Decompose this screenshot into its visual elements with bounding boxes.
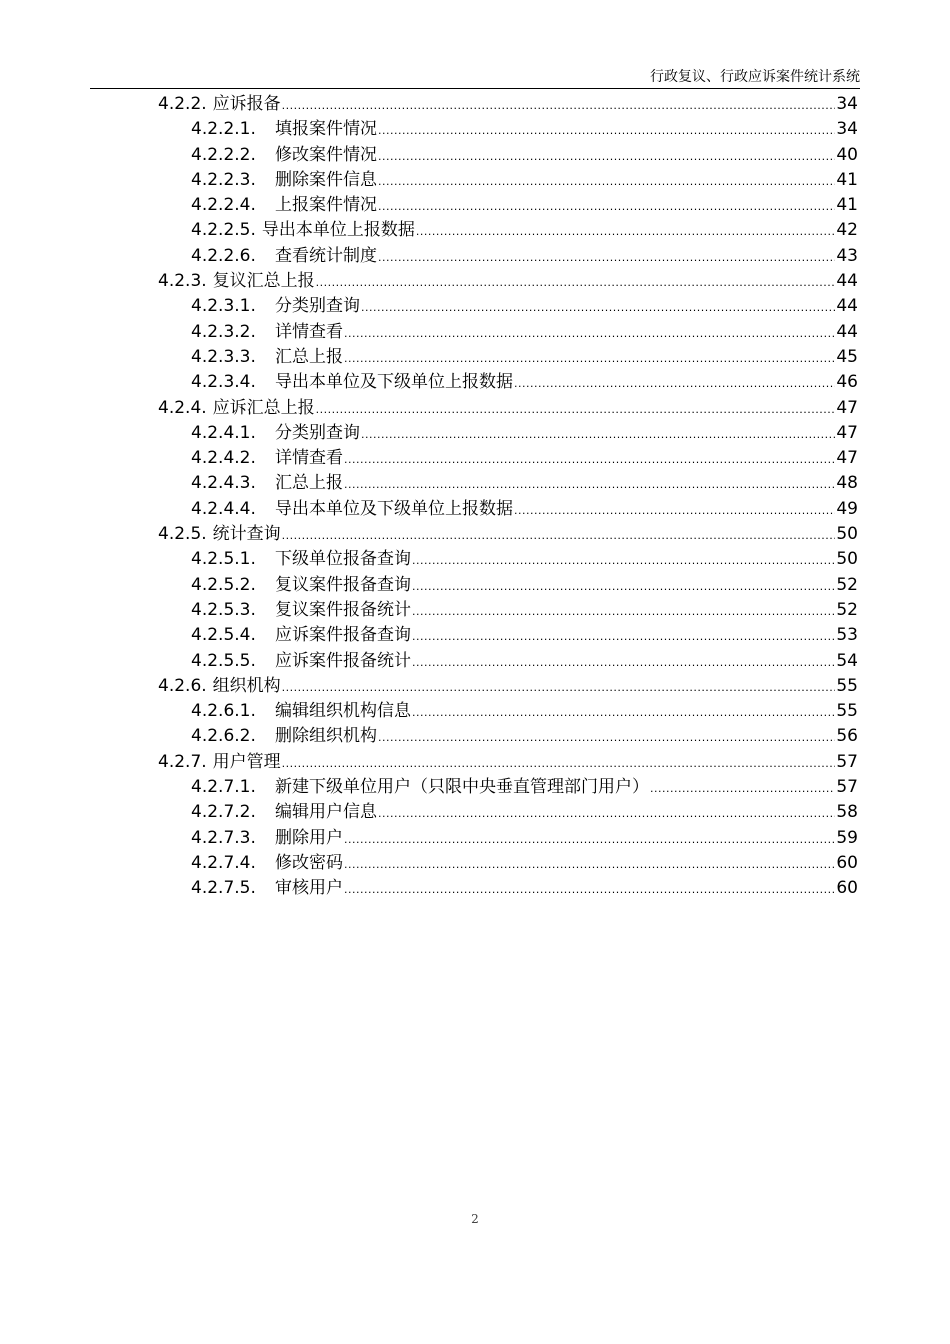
- toc-entry-title: 汇总上报: [275, 473, 343, 494]
- toc-entry[interactable]: [158, 320, 858, 345]
- toc-entry-title: 修改密码: [275, 852, 343, 873]
- toc-dot-leader: [378, 725, 835, 750]
- toc-entry-title: 编辑用户信息: [275, 802, 377, 823]
- toc-dot-leader: [378, 245, 835, 270]
- toc-entry-number: 4.2.6.: [158, 675, 207, 696]
- toc-entry-title: 应诉汇总上报: [212, 397, 315, 418]
- toc-entry-title: 应诉报备: [212, 94, 281, 114]
- toc-dot-leader: [514, 498, 835, 523]
- toc-entry-title: 审核用户: [275, 878, 343, 899]
- toc-entry[interactable]: [158, 370, 858, 395]
- toc-entry-page: 41: [836, 169, 858, 190]
- toc-entry-page: 47: [836, 397, 858, 418]
- toc-dot-leader: [361, 295, 835, 320]
- toc-entry[interactable]: [158, 345, 858, 370]
- toc-dot-leader: [412, 548, 835, 573]
- toc-dot-leader: [344, 827, 835, 852]
- toc-dot-leader: [282, 93, 836, 118]
- toc-dot-leader: [282, 751, 836, 776]
- toc-entry[interactable]: [158, 649, 858, 674]
- toc-entry-page: 54: [836, 650, 858, 671]
- toc-entry-page: 60: [836, 878, 858, 899]
- toc-entry-title: 复议案件报备查询: [275, 574, 411, 595]
- toc-dot-leader: [316, 270, 836, 295]
- toc-dot-leader: [378, 118, 835, 143]
- toc-entry-title: 下级单位报备查询: [275, 549, 411, 570]
- toc-entry-number: 4.2.5.1.: [191, 549, 256, 570]
- toc-entry-number: 4.2.7.3.: [191, 827, 256, 848]
- toc-entry[interactable]: [158, 851, 858, 876]
- toc-entry-page: 34: [836, 119, 858, 140]
- toc-dot-leader: [412, 700, 835, 725]
- toc-entry[interactable]: [158, 876, 858, 901]
- toc-entry-page: 47: [836, 448, 858, 469]
- toc-entry[interactable]: [158, 775, 858, 800]
- toc-entry-title: 分类别查询: [275, 296, 360, 317]
- toc-dot-leader: [344, 877, 835, 902]
- toc-entry-page: 44: [836, 271, 858, 292]
- toc-entry-title: 导出本单位及下级单位上报数据: [275, 498, 513, 519]
- toc-dot-leader: [282, 523, 836, 548]
- toc-entry-title: 导出本单位及下级单位上报数据: [275, 372, 513, 393]
- toc-entry-number: 4.2.3.3.: [191, 346, 256, 367]
- toc-entry[interactable]: [158, 522, 858, 547]
- toc-entry-number: 4.2.3.4.: [191, 372, 256, 393]
- toc-dot-leader: [361, 422, 835, 447]
- toc-dot-leader: [378, 194, 835, 219]
- toc-dot-leader: [412, 650, 835, 675]
- toc-entry-number: 4.2.7.: [158, 751, 207, 772]
- toc-entry-title: 复议案件报备统计: [275, 599, 411, 620]
- toc-entry-title: 删除组织机构: [275, 726, 377, 747]
- toc-entry-title: 删除案件信息: [275, 169, 377, 190]
- document-title: 行政复议、行政应诉案件统计系统: [650, 69, 860, 85]
- toc-entry[interactable]: [158, 699, 858, 724]
- toc-entry-number: 4.2.7.4.: [191, 852, 256, 873]
- toc-entry-title: 上报案件情况: [275, 195, 377, 216]
- toc-entry-title: 填报案件情况: [275, 119, 377, 140]
- toc-entry-title: 分类别查询: [275, 422, 360, 443]
- toc-entry-number: 4.2.6.2.: [191, 726, 256, 747]
- toc-entry-number: 4.2.3.: [158, 271, 207, 292]
- toc-dot-leader: [412, 574, 835, 599]
- toc-entry[interactable]: [158, 623, 858, 648]
- toc-entry-number: 4.2.7.1.: [191, 777, 256, 798]
- toc-entry-title: 详情查看: [275, 321, 343, 342]
- toc-entry-number: 4.2.5.2.: [191, 574, 256, 595]
- toc-entry[interactable]: [158, 547, 858, 572]
- toc-entry-number: 4.2.2.6.: [191, 245, 256, 266]
- toc-entry-page: 34: [836, 94, 858, 114]
- toc-entry-number: 4.2.3.2.: [191, 321, 256, 342]
- toc-dot-leader: [378, 801, 835, 826]
- toc-dot-leader: [344, 321, 835, 346]
- toc-entry-page: 41: [836, 195, 858, 216]
- toc-entry-number: 4.2.5.5.: [191, 650, 256, 671]
- toc-entry-title: 复议汇总上报: [212, 271, 315, 292]
- toc-entry-number: 4.2.4.3.: [191, 473, 256, 494]
- toc-entry-title: 汇总上报: [275, 346, 343, 367]
- toc-entry-number: 4.2.5.: [158, 524, 207, 545]
- toc-entry-number: 4.2.4.: [158, 397, 207, 418]
- toc-entry-page: 43: [836, 245, 858, 266]
- toc-entry-page: 44: [836, 321, 858, 342]
- toc-entry[interactable]: [158, 471, 858, 496]
- toc-entry-number: 4.2.4.1.: [191, 422, 256, 443]
- toc-entry-number: 4.2.3.1.: [191, 296, 256, 317]
- toc-entry-page: 50: [836, 524, 858, 545]
- toc-entry-number: 4.2.7.2.: [191, 802, 256, 823]
- toc-entry-page: 45: [836, 346, 858, 367]
- toc-entry[interactable]: [158, 421, 858, 446]
- toc-entry-title: 编辑组织机构信息: [275, 701, 411, 722]
- toc-entry-page: 55: [836, 701, 858, 722]
- toc-entry[interactable]: [158, 269, 858, 294]
- toc-entry-title: 应诉案件报备查询: [275, 625, 411, 646]
- toc-entry[interactable]: [158, 244, 858, 269]
- toc-entry[interactable]: [158, 117, 858, 142]
- toc-entry-page: 52: [836, 574, 858, 595]
- toc-dot-leader: [412, 624, 835, 649]
- toc-dot-leader: [412, 599, 835, 624]
- toc-dot-leader: [378, 144, 835, 169]
- toc-entry-title: 导出本单位上报数据: [261, 220, 415, 241]
- toc-entry-number: 4.2.2.: [158, 94, 207, 114]
- toc-entry[interactable]: [158, 598, 858, 623]
- toc-entry-page: 53: [836, 625, 858, 646]
- toc-entry-title: 修改案件情况: [275, 144, 377, 165]
- toc-entry-number: 4.2.2.4.: [191, 195, 256, 216]
- toc-entry[interactable]: [158, 396, 858, 421]
- toc-entry-page: 58: [836, 802, 858, 823]
- toc-entry-number: 4.2.2.3.: [191, 169, 256, 190]
- toc-dot-leader: [282, 675, 836, 700]
- toc-entry-page: 40: [836, 144, 858, 165]
- toc-entry[interactable]: [158, 218, 858, 243]
- toc-entry-title: 统计查询: [212, 524, 281, 545]
- toc-entry-title: 查看统计制度: [275, 245, 377, 266]
- toc-dot-leader: [344, 346, 835, 371]
- toc-entry-page: 55: [836, 675, 858, 696]
- toc-entry[interactable]: [158, 294, 858, 319]
- toc-entry-page: 48: [836, 473, 858, 494]
- toc-entry[interactable]: [158, 92, 858, 117]
- toc-entry-page: 49: [836, 498, 858, 519]
- toc-dot-leader: [378, 169, 835, 194]
- toc-dot-leader: [416, 219, 835, 244]
- toc-entry-page: 60: [836, 852, 858, 873]
- toc-entry-page: 47: [836, 422, 858, 443]
- toc-entry[interactable]: [158, 573, 858, 598]
- toc-entry-page: 44: [836, 296, 858, 317]
- header-divider: [90, 88, 860, 89]
- toc-entry[interactable]: [158, 497, 858, 522]
- toc-entry-number: 4.2.7.5.: [191, 878, 256, 899]
- toc-entry-title: 详情查看: [275, 448, 343, 469]
- toc-entry[interactable]: [158, 826, 858, 851]
- toc-entry-number: 4.2.2.5.: [191, 220, 256, 241]
- toc-entry-page: 56: [836, 726, 858, 747]
- toc-entry-page: 59: [836, 827, 858, 848]
- toc-entry-page: 50: [836, 549, 858, 570]
- toc-entry[interactable]: [158, 193, 858, 218]
- toc-entry[interactable]: [158, 446, 858, 471]
- toc-dot-leader: [316, 397, 836, 422]
- toc-dot-leader: [344, 852, 835, 877]
- toc-entry[interactable]: [158, 143, 858, 168]
- toc-entry-number: 4.2.2.2.: [191, 144, 256, 165]
- toc-entry-title: 删除用户: [275, 827, 343, 848]
- toc-entry-page: 42: [836, 220, 858, 241]
- toc-entry-number: 4.2.5.4.: [191, 625, 256, 646]
- toc-entry-title: 应诉案件报备统计: [275, 650, 411, 671]
- toc-entry-number: 4.2.2.1.: [191, 119, 256, 140]
- toc-entry[interactable]: [158, 750, 858, 775]
- toc-dot-leader: [650, 776, 835, 801]
- toc-entry-number: 4.2.4.4.: [191, 498, 256, 519]
- toc-entry-number: 4.2.6.1.: [191, 701, 256, 722]
- page-number: 2: [471, 1212, 479, 1226]
- toc-dot-leader: [514, 371, 835, 396]
- toc-entry-title: 组织机构: [212, 675, 281, 696]
- toc-dot-leader: [344, 472, 835, 497]
- toc-entry-number: 4.2.5.3.: [191, 599, 256, 620]
- table-of-contents: [158, 92, 858, 902]
- toc-entry-title: 新建下级单位用户（只限中央垂直管理部门用户）: [275, 777, 649, 798]
- toc-entry-page: 57: [836, 751, 858, 772]
- toc-entry-number: 4.2.4.2.: [191, 448, 256, 469]
- toc-entry[interactable]: [158, 724, 858, 749]
- toc-entry-title: 用户管理: [212, 751, 281, 772]
- toc-dot-leader: [344, 447, 835, 472]
- toc-entry-page: 57: [836, 777, 858, 798]
- toc-entry[interactable]: [158, 800, 858, 825]
- toc-entry-page: 46: [836, 372, 858, 393]
- toc-entry[interactable]: [158, 168, 858, 193]
- toc-entry[interactable]: [158, 674, 858, 699]
- toc-entry-page: 52: [836, 599, 858, 620]
